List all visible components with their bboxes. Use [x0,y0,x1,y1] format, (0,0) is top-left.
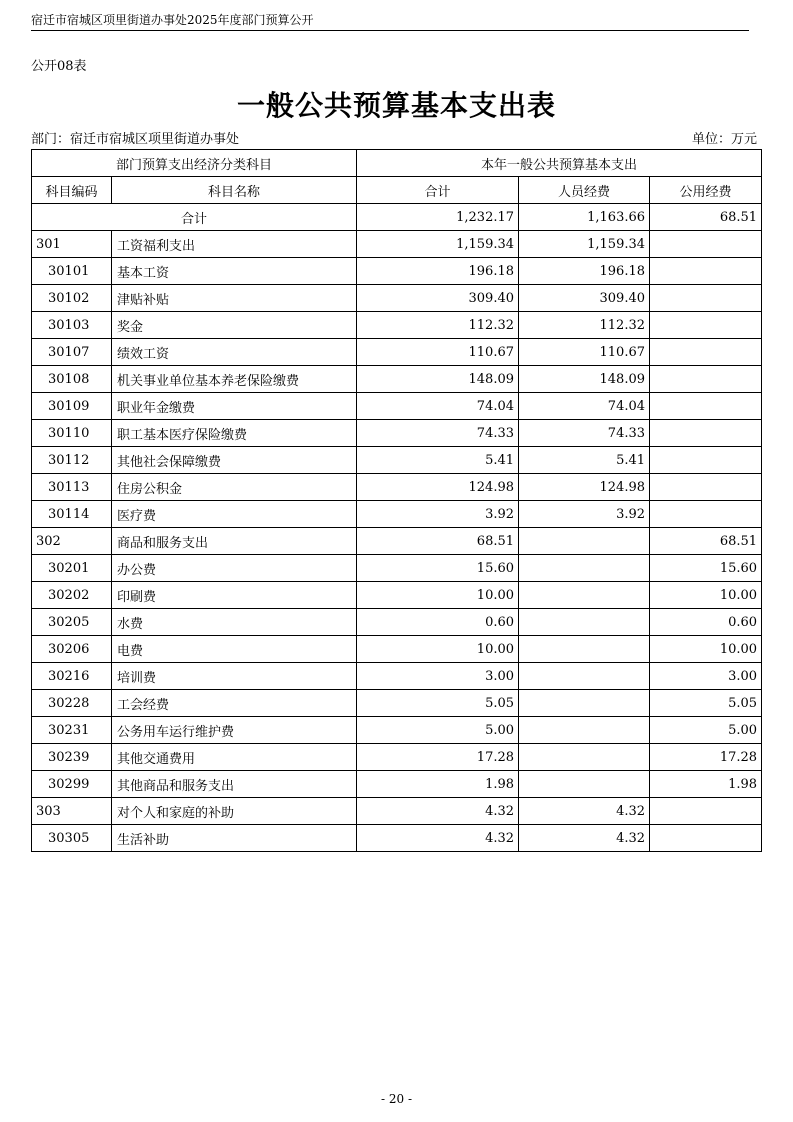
column-header-code: 科目编码 [32,177,112,204]
running-header: 宿迁市宿城区项里街道办事处2025年度部门预算公开 [31,13,314,27]
row-personnel: 3.92 [519,501,650,528]
row-code: 30202 [32,582,112,609]
row-public: 3.00 [650,663,762,690]
row-code: 302 [32,528,112,555]
row-code: 30201 [32,555,112,582]
table-row [32,690,762,717]
row-code: 30110 [32,420,112,447]
row-name: 职业年金缴费 [112,393,357,420]
total-row-personnel: 1,163.66 [519,204,650,231]
row-code: 30102 [32,285,112,312]
row-personnel: 124.98 [519,474,650,501]
row-public: 15.60 [650,555,762,582]
table-row [32,312,762,339]
row-code: 30216 [32,663,112,690]
row-name: 绩效工资 [112,339,357,366]
table-group-header-row [32,150,762,177]
header-rule [31,30,749,31]
row-code: 303 [32,798,112,825]
row-total: 3.92 [357,501,519,528]
row-name: 奖金 [112,312,357,339]
row-name: 其他商品和服务支出 [112,771,357,798]
row-public [650,393,762,420]
row-total: 10.00 [357,636,519,663]
table-row [32,744,762,771]
row-code: 30107 [32,339,112,366]
row-public [650,420,762,447]
row-personnel: 5.41 [519,447,650,474]
row-personnel: 4.32 [519,798,650,825]
row-public [650,312,762,339]
row-name: 培训费 [112,663,357,690]
row-personnel [519,528,650,555]
table-row [32,825,762,852]
row-personnel: 74.04 [519,393,650,420]
table-row [32,393,762,420]
row-personnel: 309.40 [519,285,650,312]
total-row-public: 68.51 [650,204,762,231]
row-total: 15.60 [357,555,519,582]
row-total: 5.00 [357,717,519,744]
table-row [32,582,762,609]
page-title: 一般公共预算基本支出表 [236,89,556,122]
row-name: 其他交通费用 [112,744,357,771]
row-public [650,798,762,825]
row-personnel [519,663,650,690]
total-row-label: 合计 [32,204,357,231]
table-row [32,474,762,501]
row-code: 30299 [32,771,112,798]
row-personnel [519,744,650,771]
row-total: 10.00 [357,582,519,609]
column-header-personnel: 人员经费 [519,177,650,204]
row-total: 5.05 [357,690,519,717]
row-total: 4.32 [357,825,519,852]
row-name: 印刷费 [112,582,357,609]
row-code: 30112 [32,447,112,474]
table-row [32,609,762,636]
row-personnel [519,555,650,582]
row-name: 生活补助 [112,825,357,852]
row-name: 工资福利支出 [112,231,357,258]
row-total: 196.18 [357,258,519,285]
row-public [650,501,762,528]
row-code: 30103 [32,312,112,339]
row-personnel: 196.18 [519,258,650,285]
row-total: 17.28 [357,744,519,771]
row-total: 309.40 [357,285,519,312]
row-name: 津贴补贴 [112,285,357,312]
row-personnel [519,636,650,663]
row-code: 30231 [32,717,112,744]
total-row-total: 1,232.17 [357,204,519,231]
row-total: 74.33 [357,420,519,447]
row-name: 公务用车运行维护费 [112,717,357,744]
row-public [650,258,762,285]
row-name: 工会经费 [112,690,357,717]
row-total: 124.98 [357,474,519,501]
row-total: 74.04 [357,393,519,420]
group-header-basic-expenditure: 本年一般公共预算基本支出 [357,150,762,177]
table-row [32,528,762,555]
row-code: 30109 [32,393,112,420]
row-public: 17.28 [650,744,762,771]
row-public: 1.98 [650,771,762,798]
table-row [32,555,762,582]
row-personnel: 110.67 [519,339,650,366]
row-personnel [519,717,650,744]
row-public [650,474,762,501]
table-row [32,366,762,393]
row-personnel [519,609,650,636]
table-row [32,771,762,798]
table-row [32,231,762,258]
row-name: 水费 [112,609,357,636]
row-total: 1,159.34 [357,231,519,258]
column-header-total: 合计 [357,177,519,204]
row-public: 0.60 [650,609,762,636]
page-number: - 20 - [380,1092,412,1106]
row-code: 301 [32,231,112,258]
row-personnel [519,771,650,798]
row-name: 电费 [112,636,357,663]
row-code: 30114 [32,501,112,528]
table-column-header-row [32,177,762,204]
row-code: 30108 [32,366,112,393]
row-public: 5.05 [650,690,762,717]
row-name: 其他社会保障缴费 [112,447,357,474]
row-code: 30206 [32,636,112,663]
row-total: 4.32 [357,798,519,825]
row-name: 对个人和家庭的补助 [112,798,357,825]
table-row [32,501,762,528]
table-row [32,663,762,690]
row-personnel: 74.33 [519,420,650,447]
row-public: 10.00 [650,582,762,609]
row-name: 办公费 [112,555,357,582]
row-total: 112.32 [357,312,519,339]
row-public [650,231,762,258]
row-public: 68.51 [650,528,762,555]
table-row [32,447,762,474]
row-name: 商品和服务支出 [112,528,357,555]
row-name: 基本工资 [112,258,357,285]
row-name: 机关事业单位基本养老保险缴费 [112,366,357,393]
row-name: 住房公积金 [112,474,357,501]
department-label: 部门：宿迁市宿城区项里街道办事处 [31,132,240,147]
total-row [32,204,762,231]
table-row [32,339,762,366]
table-row [32,420,762,447]
row-public [650,366,762,393]
table-row [32,258,762,285]
row-personnel [519,582,650,609]
row-public [650,285,762,312]
row-code: 30101 [32,258,112,285]
row-name: 职工基本医疗保险缴费 [112,420,357,447]
row-personnel: 1,159.34 [519,231,650,258]
row-total: 5.41 [357,447,519,474]
row-code: 30228 [32,690,112,717]
table-code: 公开08表 [31,59,87,74]
table-row [32,798,762,825]
row-total: 0.60 [357,609,519,636]
table-row [32,636,762,663]
row-total: 110.67 [357,339,519,366]
row-total: 68.51 [357,528,519,555]
row-public [650,339,762,366]
table-row [32,717,762,744]
column-header-public: 公用经费 [650,177,762,204]
row-total: 1.98 [357,771,519,798]
group-header-economic-class: 部门预算支出经济分类科目 [32,150,357,177]
row-personnel [519,690,650,717]
unit-label: 单位：万元 [691,132,757,147]
row-personnel: 4.32 [519,825,650,852]
table-row [32,285,762,312]
column-header-name: 科目名称 [112,177,357,204]
row-personnel: 148.09 [519,366,650,393]
row-public [650,825,762,852]
row-personnel: 112.32 [519,312,650,339]
row-code: 30113 [32,474,112,501]
budget-table [31,149,762,852]
row-name: 医疗费 [112,501,357,528]
row-code: 30305 [32,825,112,852]
row-code: 30239 [32,744,112,771]
row-public [650,447,762,474]
row-code: 30205 [32,609,112,636]
row-total: 3.00 [357,663,519,690]
row-total: 148.09 [357,366,519,393]
row-public: 10.00 [650,636,762,663]
row-public: 5.00 [650,717,762,744]
